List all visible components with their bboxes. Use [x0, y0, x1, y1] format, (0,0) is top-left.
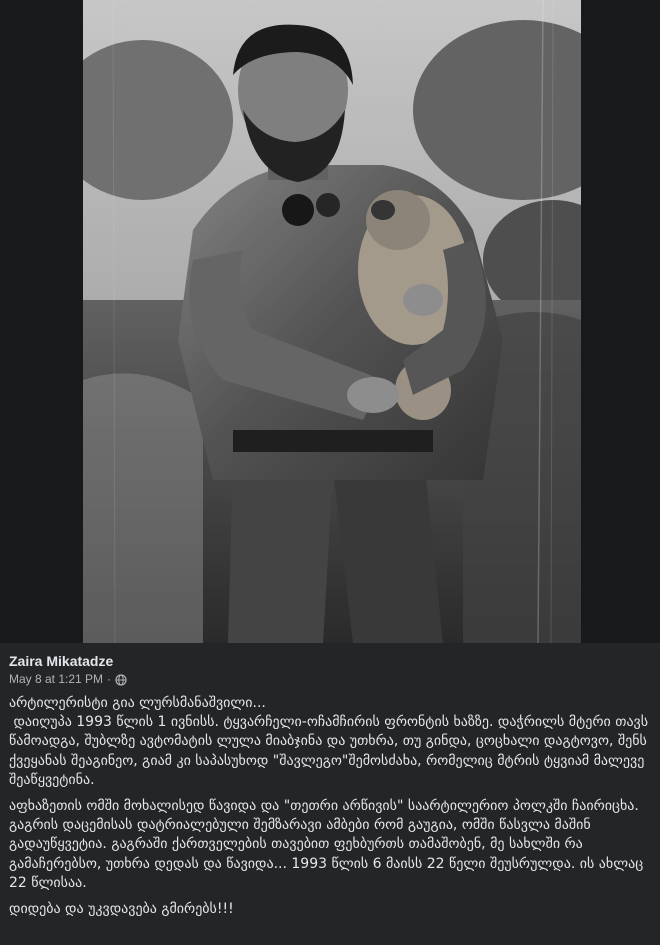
post-author[interactable]: Zaira Mikatadze	[9, 653, 114, 669]
post-meta	[9, 670, 652, 688]
post-caption	[9, 652, 652, 926]
post-paragraph: დიდება და უკვდავება გმირებს!!!	[9, 901, 234, 918]
post-paragraph: აფხაზეთის ომში მოხალისედ წავიდა და "თეთრი არწივის" საარტილერიო პოლკში ჩაირიცხა. გაგრის დაცემისას დატრიალებული შემზარავი ამბები რომ გაუგია, ომში წასვლა მაშინ გადაუწყვეტია. გაგრაში ქართველების თავებით ფეხბურთს თამაშობენ, მე სახლში რა გამაჩერებსო, უთხრა დედას და წავიდა... 1993 წლის 6 მაისს 22 წელი შეუსრულდა. ის ახლაც 22 წლისაა.	[9, 798, 648, 891]
post-body	[9, 694, 652, 919]
soldier-with-puppy-photo	[83, 0, 581, 643]
post-photo[interactable]	[83, 0, 581, 643]
globe-icon[interactable]	[115, 673, 127, 685]
post-timestamp[interactable]: May 8 at 1:21 PM	[9, 672, 104, 686]
post-paragraph: არტილერისტი გია ლურსმანაშვილი... დაიღუპა 1993 წლის 1 ივნისს. ტყვარჩელი-ოჩამჩირის ფრონტის ხაზზე. დაჭრილს მტერი თავს წამოადგა, შუბლზე ავტომატის ლულა მიაბჯინა და უთხრა, თუ გინდა, ცოცხალი დაგტოვო, შენს ქვეყანას შეაგინეო, გიამ კი საპასუხოდ "შავლეგო"შემოსძახა, რომელიც მტრის ტყვიამ მალევე შეაწყვეტინა.	[9, 695, 649, 788]
meta-separator: ·	[107, 672, 112, 686]
